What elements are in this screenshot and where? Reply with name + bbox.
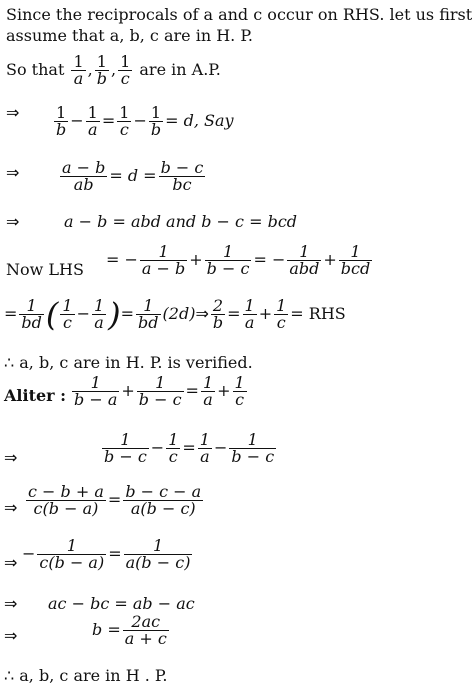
frac-1-over-b: $\frac{1}{b}$ bbox=[96, 52, 108, 88]
rearranged-equation: $\frac{1}{b - c}$ − $\frac{1}{c}$ = $\frac{1}{a}$ − $\frac{1}{b - c}$ bbox=[104, 430, 275, 466]
verified-conclusion: ∴ a, b, c are in H. P. is verified. bbox=[4, 353, 253, 372]
implies-arrow: ⇒ bbox=[4, 448, 18, 467]
implies-arrow: ⇒ bbox=[4, 553, 18, 572]
frac-1-over-c: $\frac{1}{c}$ bbox=[120, 52, 131, 88]
b-harmonic-mean: b = $\frac{2ac}{a + c}$ bbox=[92, 612, 167, 648]
implies-arrow: ⇒ bbox=[4, 626, 18, 645]
frac-1-over-a: $\frac{1}{a}$ bbox=[73, 52, 84, 88]
implies-arrow: ⇒ bbox=[6, 103, 20, 122]
implies-arrow: ⇒ bbox=[4, 594, 18, 613]
negated-fraction-equation: − $\frac{1}{c(b - a)}$ = $\frac{1}{a(b - c)}$ bbox=[22, 536, 191, 572]
aliter-equation: $\frac{1}{b - a}$ + $\frac{1}{b - c}$ = $\frac{1}{a}$ + $\frac{1}{c}$ bbox=[74, 373, 245, 409]
text-line-1: Since the reciprocals of a and c occur on RHS. let us first bbox=[6, 5, 472, 24]
final-conclusion: ∴ a, b, c are in H . P. bbox=[4, 666, 168, 685]
implies-arrow: ⇒ bbox=[4, 498, 18, 517]
implies-arrow: ⇒ bbox=[6, 163, 20, 182]
ap-statement: So that $\frac{1}{a}$ , $\frac{1}{b}$ , $\frac{1}{c}$ are in A.P. bbox=[6, 52, 221, 88]
lhs-expression: = − $\frac{1}{a - b}$ + $\frac{1}{b - c}$ = − $\frac{1}{\text{abd}}$ + $\frac{1}{\text{bcd}}$ bbox=[106, 242, 371, 278]
aliter-label: Aliter : bbox=[4, 386, 67, 405]
common-difference-equation: $\frac{1}{b}$ − $\frac{1}{a}$ = $\frac{1}{c}$ − $\frac{1}{b}$ = d, Say bbox=[56, 103, 234, 139]
common-difference-step bbox=[6, 105, 19, 121]
text-line-2: assume that a, b, c are in H. P. bbox=[6, 26, 253, 45]
cross-multiplied-equation: ac − bc = ab − ac bbox=[48, 594, 195, 613]
abd-bcd-equation: a − b = abd and b − c = bcd bbox=[64, 212, 298, 231]
d-equation: $\frac{a - b}{ab}$ = d = $\frac{b - c}{bc}$ bbox=[62, 158, 204, 194]
combined-fractions: $\frac{c - b + a}{c(b - a)}$ = $\frac{b - c - a}{a(b - c)}$ bbox=[28, 482, 202, 518]
simplification-line: = $\frac{1}{bd}$ ( $\frac{1}{c}$ − $\frac{1}{a}$ )= $\frac{1}{bd}$ (2d)⇒ $\frac{2}{b}$ = $\frac{1}{a}$ + $\frac{1}{c}$ = RHS bbox=[4, 295, 346, 334]
implies-arrow: ⇒ bbox=[6, 212, 20, 231]
now-lhs-label: Now LHS bbox=[6, 260, 84, 279]
